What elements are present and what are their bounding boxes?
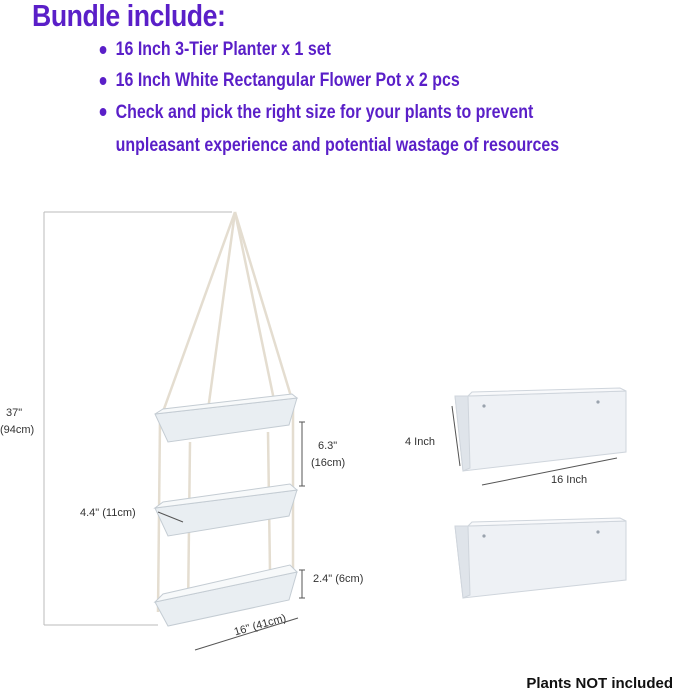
- heading: Bundle include:: [32, 0, 226, 33]
- tier-gap-inch-label: 6.3": [318, 440, 338, 452]
- plants-not-included-note: Plants NOT included: [526, 675, 673, 692]
- height-inch-label: 37": [6, 407, 23, 419]
- list-item-text: 16 Inch 3-Tier Planter x 1 set: [115, 39, 331, 60]
- flower-pot-top: [455, 388, 626, 471]
- list-item-text: Check and pick the right size for your plants to prevent unpleasant experience and potential wastage of resources: [115, 102, 560, 156]
- tier-gap-cm-label: (16cm): [311, 457, 346, 469]
- planter-tier-top: [155, 394, 297, 442]
- tier-depth-label: 2.4" (6cm): [313, 573, 364, 585]
- tier-depth-dimension: [299, 570, 305, 598]
- pot-height-label: 4 Inch: [405, 436, 435, 448]
- tier-gap-dimension: [299, 422, 305, 486]
- tier-width-label: 4.4" (11cm): [80, 507, 136, 519]
- height-cm-label: (94cm): [0, 424, 35, 436]
- flower-pot-bottom: [455, 518, 626, 598]
- planter-tier-middle: [155, 484, 297, 536]
- list-item-text: 16 Inch White Rectangular Flower Pot x 2 pcs: [115, 70, 460, 91]
- tier-length-label: 16" (41cm): [232, 612, 288, 639]
- pot-length-label: 16 Inch: [551, 474, 588, 486]
